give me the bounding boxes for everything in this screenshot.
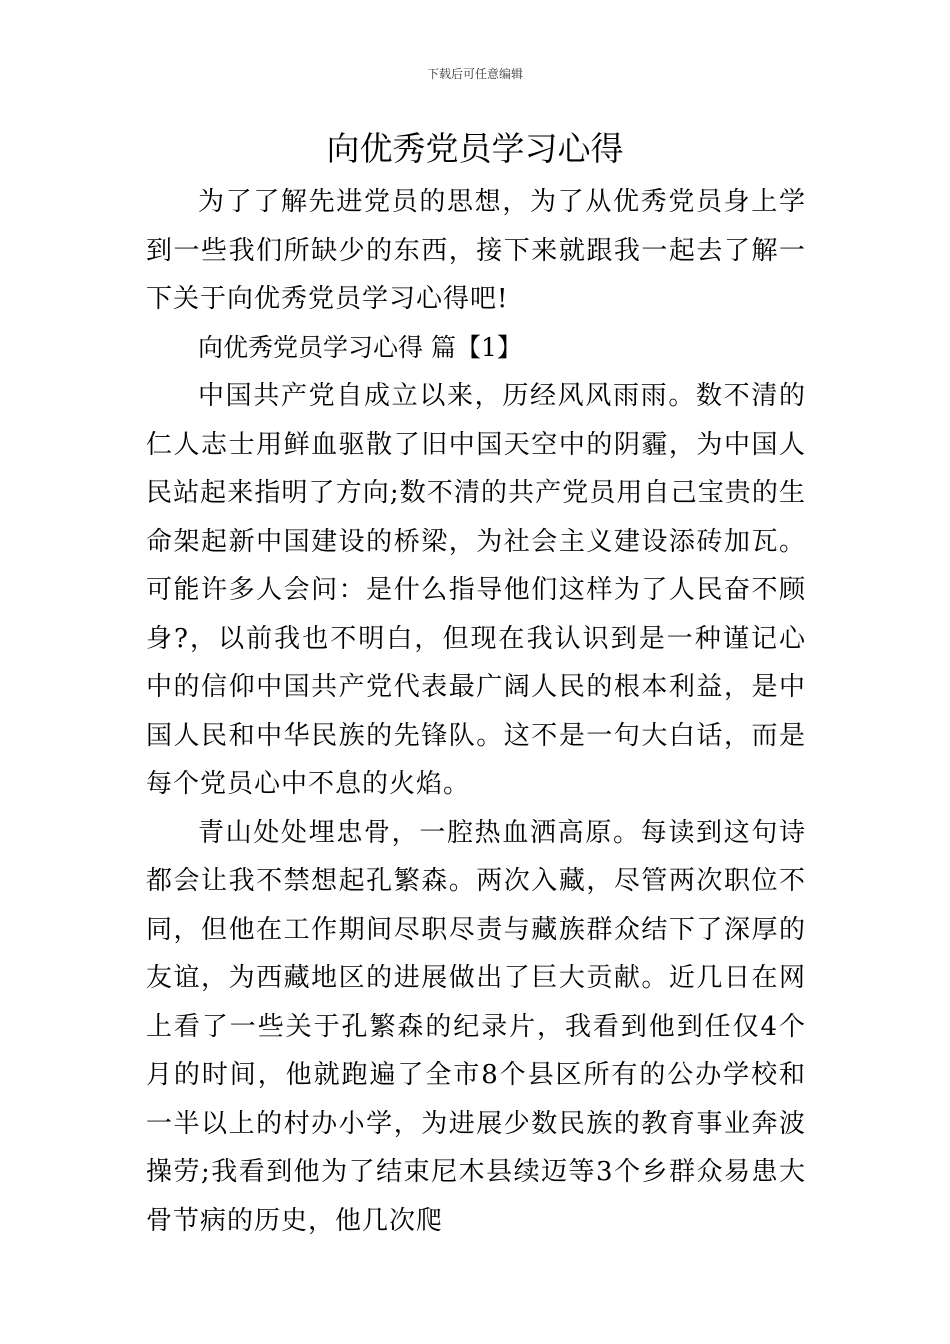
- document-body: [146, 178, 806, 1245]
- body-paragraph: 中国共产党自成立以来，历经风风雨雨。数不清的仁人志士用鲜血驱散了旧中国天空中的阴霾，为中国人民站起来指明了方向;数不清的共产党员用自己宝贵的生命架起新中国建设的桥梁，为社会主义建设添砖加瓦。可能许多人会问：是什么指导他们这样为了人民奋不顾身?，以前我也不明白，但现在我认识到是一种谨记心中的信仰中国共产党代表最广阔人民的根本利益，是中国人民和中华民族的先锋队。这不是一句大白话，而是每个党员心中不息的火焰。: [146, 381, 806, 799]
- header-note: 下载后可任意编辑: [426, 67, 523, 81]
- intro-paragraph: 为了了解先进党员的思想，为了从优秀党员身上学到一些我们所缺少的东西，接下来就跟我一起去了解一下关于向优秀党员学习心得吧!: [146, 187, 806, 314]
- section-heading: 向优秀党员学习心得 篇【1】: [198, 332, 522, 362]
- body-paragraph: 青山处处埋忠骨，一腔热血洒高原。每读到这句诗都会让我不禁想起孔繁森。两次入藏，尽管两次职位不同，但他在工作期间尽职尽责与藏族群众结下了深厚的友谊，为西藏地区的进展做出了巨大贡献。近几日在网上看了一些关于孔繁森的纪录片，我看到他到任仅4个月的时间，他就跑遍了全市8个县区所有的公办学校和一半以上的村办小学，为进展少数民族的教育事业奔波操劳;我看到他为了结束尼木县续迈等3个乡群众易患大骨节病的历史，他几次爬: [146, 817, 806, 1236]
- document-title: 向优秀党员学习心得: [326, 129, 624, 168]
